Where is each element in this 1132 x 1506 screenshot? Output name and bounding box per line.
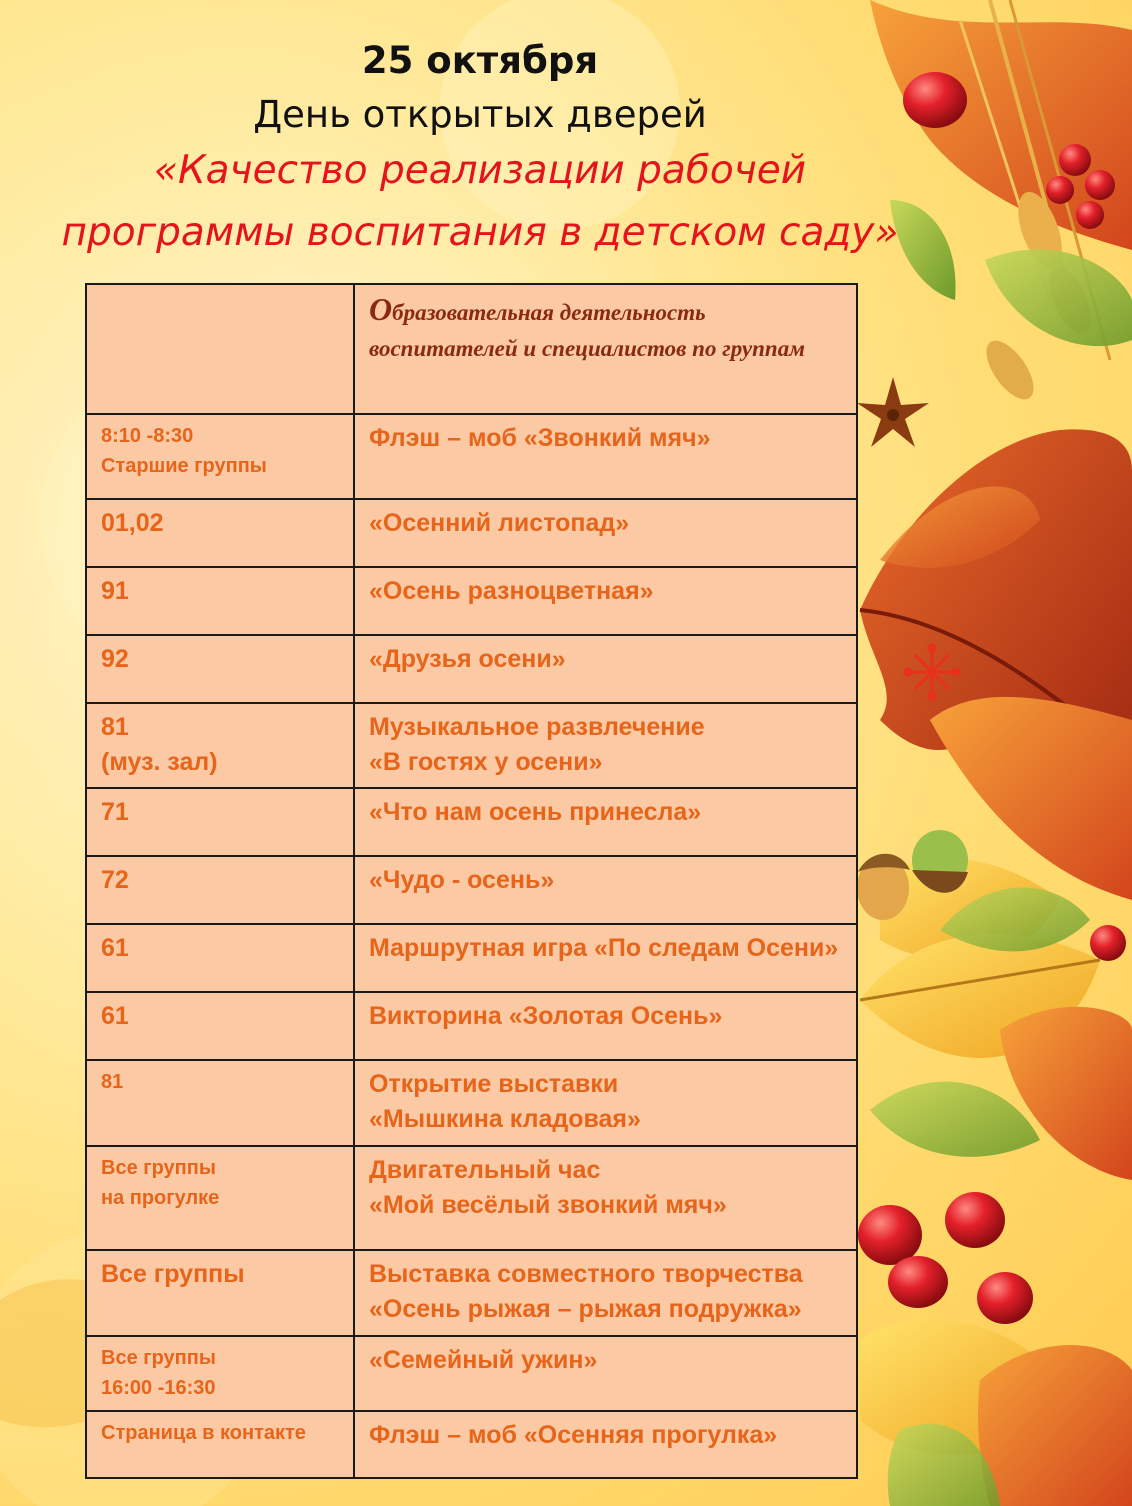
group-text: 81 (муз. зал) [101,713,218,776]
activity-cell [354,1336,857,1411]
table-row [86,635,857,703]
activity-cell [354,414,857,499]
group-text: 92 [101,645,129,673]
header-activity-cell [354,284,857,414]
table-row [86,1146,857,1250]
activity-cell [354,1146,857,1250]
activity-text: «Друзья осени» [369,645,566,673]
group-text: 61 [101,934,129,962]
table-row [86,414,857,499]
table-row [86,1336,857,1411]
activity-cell [354,499,857,567]
table-row [86,1060,857,1146]
table-row [86,856,857,924]
table-row [86,567,857,635]
group-cell [86,924,354,992]
activity-text: Двигательный час «Мой весёлый звонкий мяч» [369,1156,727,1219]
activity-cell [354,1411,857,1478]
table-row [86,703,857,788]
activity-cell [354,992,857,1060]
activity-cell [354,924,857,992]
table-row [86,499,857,567]
column-header-capital: О [369,291,393,327]
event-title: День открытых дверей [253,93,707,136]
table-row [86,992,857,1060]
group-cell [86,856,354,924]
group-cell [86,1146,354,1250]
group-text: 81 [101,1071,124,1093]
table-row [86,788,857,856]
activity-text: Флэш – моб «Осенняя прогулка» [369,1421,778,1449]
group-text: Все группы на прогулке [101,1157,220,1209]
activity-text: Маршрутная игра «По следам Осени» [369,934,839,962]
activity-cell [354,1060,857,1146]
activity-cell [354,567,857,635]
group-cell [86,1250,354,1336]
group-text: Все группы [101,1260,245,1288]
activity-text: «Семейный ужин» [369,1346,598,1374]
group-cell [86,788,354,856]
activity-cell [354,635,857,703]
header-empty-cell [86,284,354,414]
table-header-row [86,284,857,414]
group-cell [86,567,354,635]
table-row [86,924,857,992]
group-text: Страница в контакте [101,1422,306,1444]
activity-text: «Чудо - осень» [369,866,555,894]
group-cell [86,635,354,703]
event-theme-line-2: программы воспитания в детском саду» [61,210,899,255]
activity-text: «Осень разноцветная» [369,577,654,605]
group-text: 72 [101,866,129,894]
group-cell [86,1336,354,1411]
group-cell [86,992,354,1060]
group-cell [86,703,354,788]
rowan-berry-icon [1059,144,1091,176]
activity-cell [354,703,857,788]
activity-text: Выставка совместного творчества «Осень рыжая – рыжая подружка» [369,1260,803,1323]
group-text: Все группы 16:00 -16:30 [101,1347,216,1399]
schedule-table [85,283,858,1479]
event-date: 25 октября [361,39,599,82]
activity-text: Викторина «Золотая Осень» [369,1002,723,1030]
page-header [0,36,960,264]
activity-text: «Что нам осень принесла» [369,798,702,826]
table-row [86,1250,857,1336]
activity-text: Музыкальное развлечение «В гостях у осени» [369,713,705,776]
event-theme-line-1: «Качество реализации рабочей [153,148,807,193]
column-header-text: бразовательная деятельность воспитателей и специалистов по группам [369,300,805,361]
group-text: 01,02 [101,509,164,537]
group-cell [86,1411,354,1478]
activity-text: «Осенний листопад» [369,509,630,537]
group-cell [86,1060,354,1146]
group-cell [86,499,354,567]
group-text: 71 [101,798,129,826]
table-row [86,1411,857,1478]
group-cell [86,414,354,499]
column-header [369,291,856,367]
group-text: 61 [101,1002,129,1030]
activity-text: Флэш – моб «Звонкий мяч» [369,424,711,452]
activity-cell [354,856,857,924]
activity-cell [354,1250,857,1336]
activity-cell [354,788,857,856]
activity-text: Открытие выставки «Мышкина кладовая» [369,1070,641,1133]
group-text: 8:10 -8:30 Старшие группы [101,425,267,477]
group-text: 91 [101,577,129,605]
